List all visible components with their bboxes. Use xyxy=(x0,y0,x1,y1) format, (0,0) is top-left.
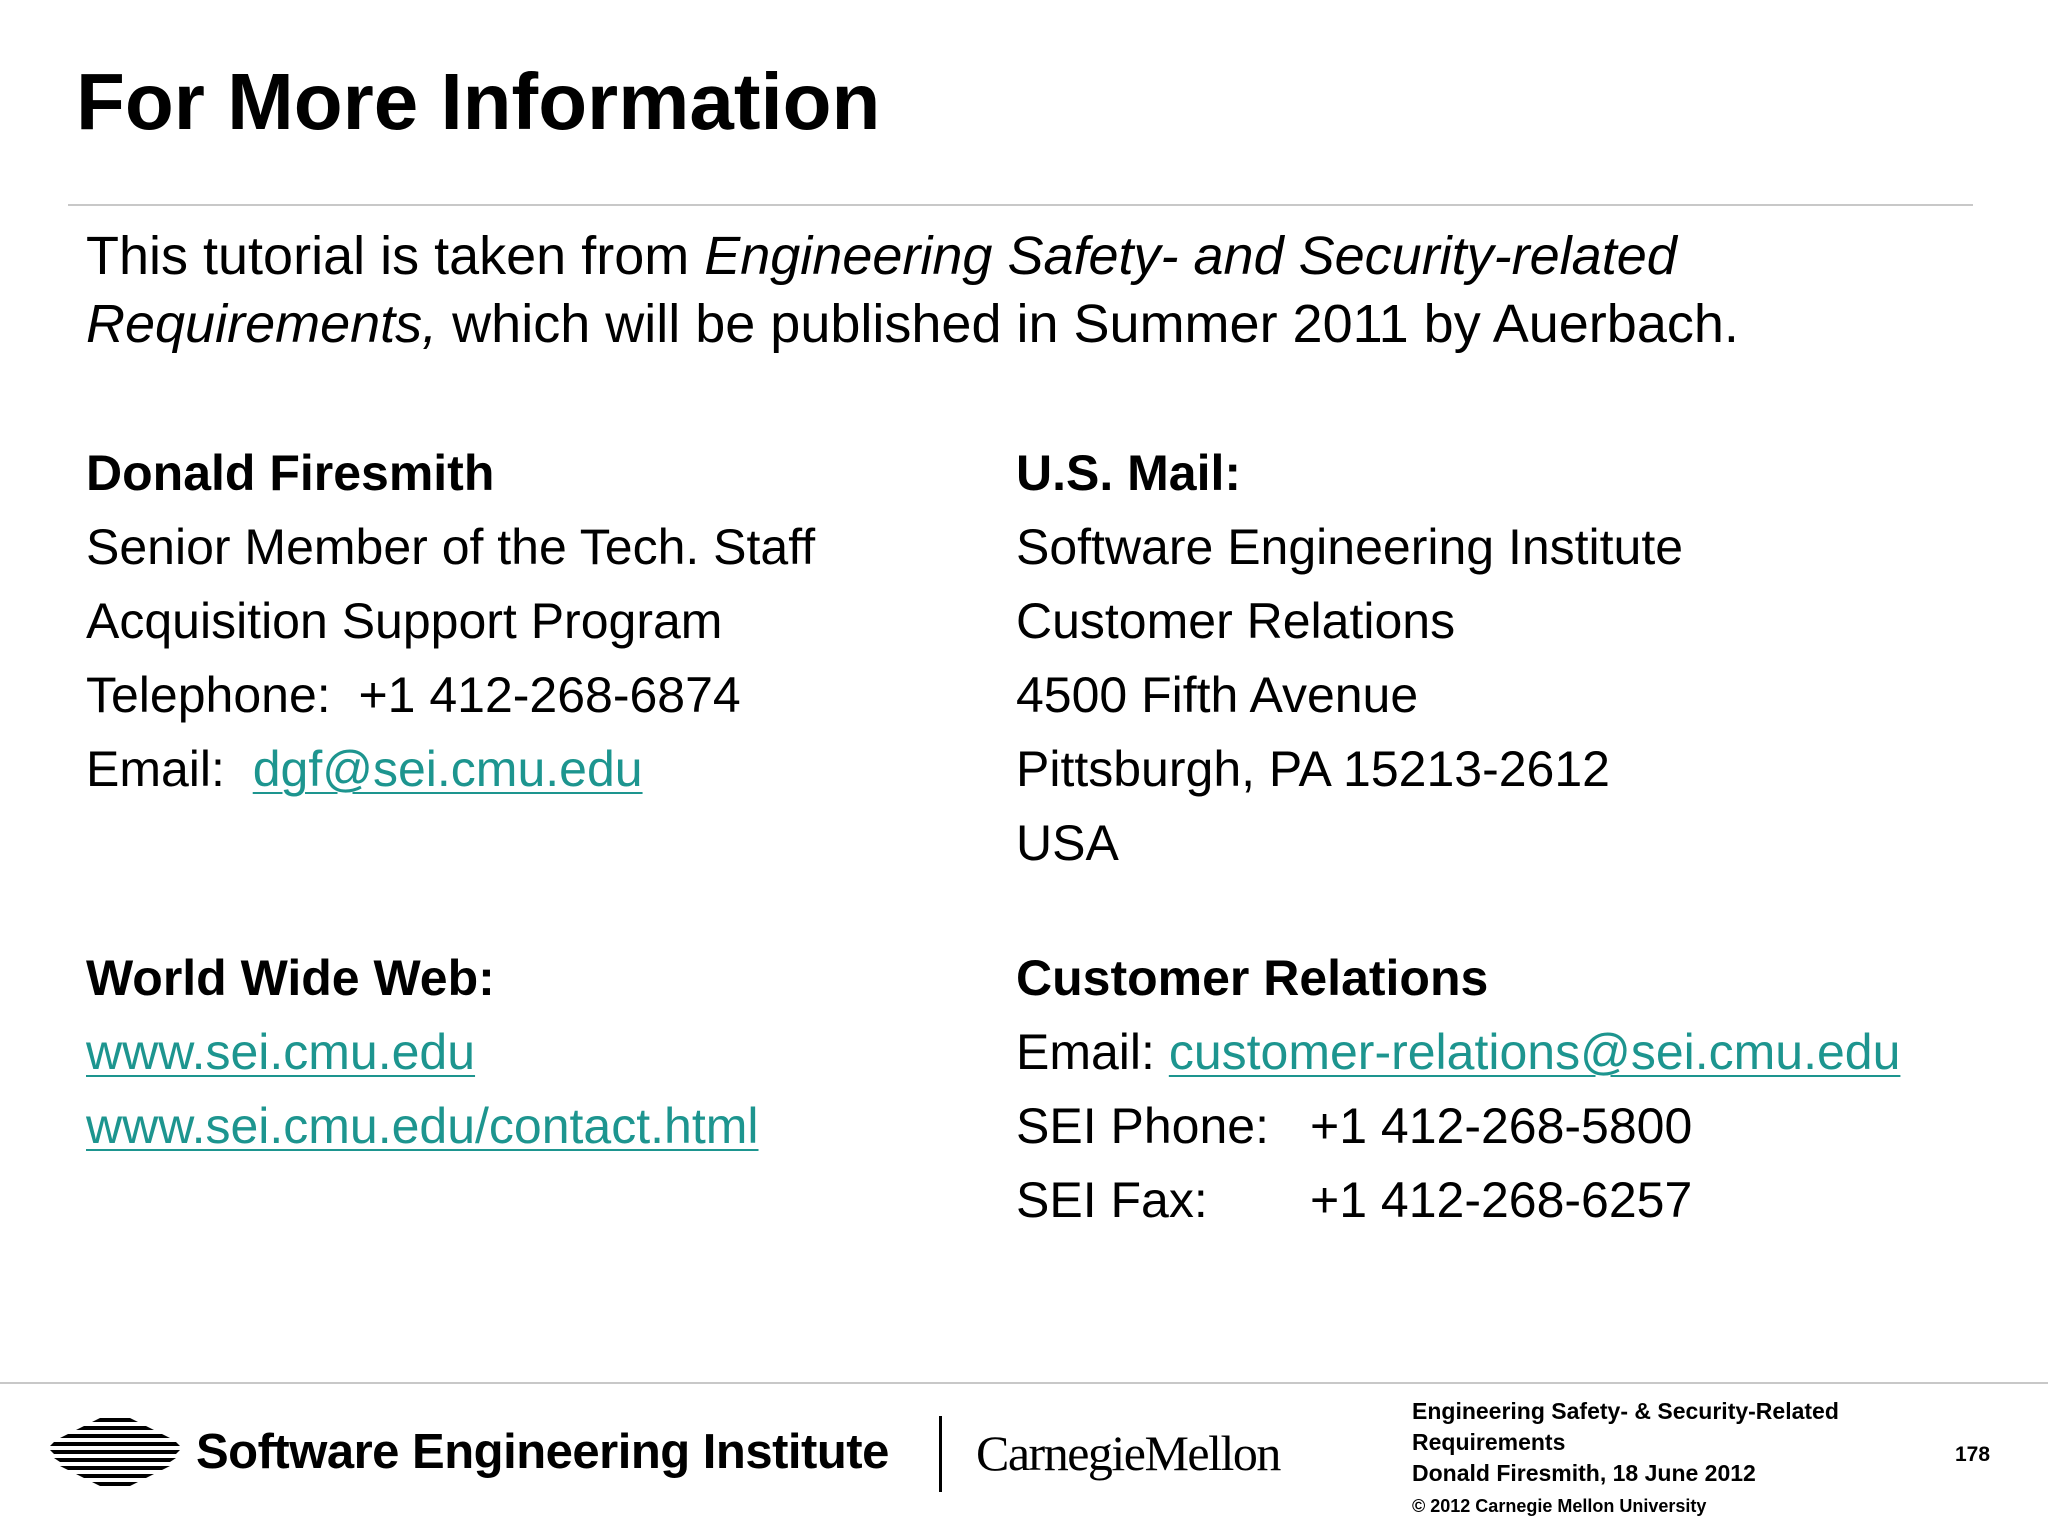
email-label: Email: xyxy=(86,741,225,797)
intro-text-start: This tutorial is taken from xyxy=(86,226,705,286)
cr-phone-value: +1 412-268-5800 xyxy=(1310,1098,1693,1154)
contact-email-link[interactable]: dgf@sei.cmu.edu xyxy=(252,741,643,797)
mail-heading: U.S. Mail: xyxy=(1016,445,1242,501)
contact-title: Senior Member of the Tech. Staff xyxy=(86,519,816,575)
web-block xyxy=(86,941,759,1163)
contact-email-row xyxy=(86,732,815,806)
page-number: 178 xyxy=(1955,1443,1991,1466)
web-link-contact[interactable]: www.sei.cmu.edu/contact.html xyxy=(86,1098,759,1154)
footer-info xyxy=(1412,1396,1839,1489)
telephone-label: Telephone: xyxy=(86,667,331,723)
footer-info-line-1: Engineering Safety- & Security-Related xyxy=(1412,1398,1839,1424)
mail-line-5: USA xyxy=(1016,815,1119,871)
sei-wordmark: Software Engineering Institute xyxy=(196,1425,889,1479)
web-heading: World Wide Web: xyxy=(86,950,495,1006)
mail-line-1: Software Engineering Institute xyxy=(1016,519,1684,575)
book-title-line1: Engineering Safety- and Security-related xyxy=(704,226,1677,286)
intro-text-end: which will be published in Summer 2011 by Auerbach. xyxy=(437,294,1739,354)
footer-divider-line xyxy=(0,1382,2048,1384)
telephone-value: +1 412-268-6874 xyxy=(358,667,741,723)
contact-program: Acquisition Support Program xyxy=(86,593,723,649)
contact-name: Donald Firesmith xyxy=(86,445,495,501)
sei-striped-logo-icon xyxy=(50,1416,180,1490)
cr-email-row xyxy=(1016,1015,1900,1089)
footer-info-line-2: Requirements xyxy=(1412,1429,1566,1455)
contact-block xyxy=(86,436,815,806)
book-title-line2: Requirements, xyxy=(86,294,438,354)
mail-line-4: Pittsburgh, PA 15213-2612 xyxy=(1016,741,1610,797)
logo-separator xyxy=(939,1416,942,1492)
customer-relations-block xyxy=(1016,941,1900,1237)
cr-email-link[interactable]: customer-relations@sei.cmu.edu xyxy=(1168,1024,1901,1080)
cmu-wordmark: CarnegieMellon xyxy=(976,1425,1280,1481)
title-divider xyxy=(68,204,1973,206)
footer-copyright: © 2012 Carnegie Mellon University xyxy=(1412,1496,1707,1516)
customer-relations-heading: Customer Relations xyxy=(1016,950,1489,1006)
cr-phone-row xyxy=(1016,1089,1900,1163)
slide-title: For More Information xyxy=(76,57,881,146)
web-link-home[interactable]: www.sei.cmu.edu xyxy=(86,1024,476,1080)
mail-line-3: 4500 Fifth Avenue xyxy=(1016,667,1419,723)
mail-line-2: Customer Relations xyxy=(1016,593,1456,649)
footer-info-line-3: Donald Firesmith, 18 June 2012 xyxy=(1412,1460,1756,1486)
cr-fax-row xyxy=(1016,1163,1900,1237)
cr-phone-label: SEI Phone: xyxy=(1016,1098,1269,1154)
cr-email-label: Email: xyxy=(1016,1024,1155,1080)
intro-paragraph xyxy=(86,222,1966,358)
mail-block xyxy=(1016,436,1683,880)
cr-fax-value: +1 412-268-6257 xyxy=(1310,1172,1693,1228)
cr-fax-label: SEI Fax: xyxy=(1016,1172,1208,1228)
contact-telephone-row xyxy=(86,658,815,732)
